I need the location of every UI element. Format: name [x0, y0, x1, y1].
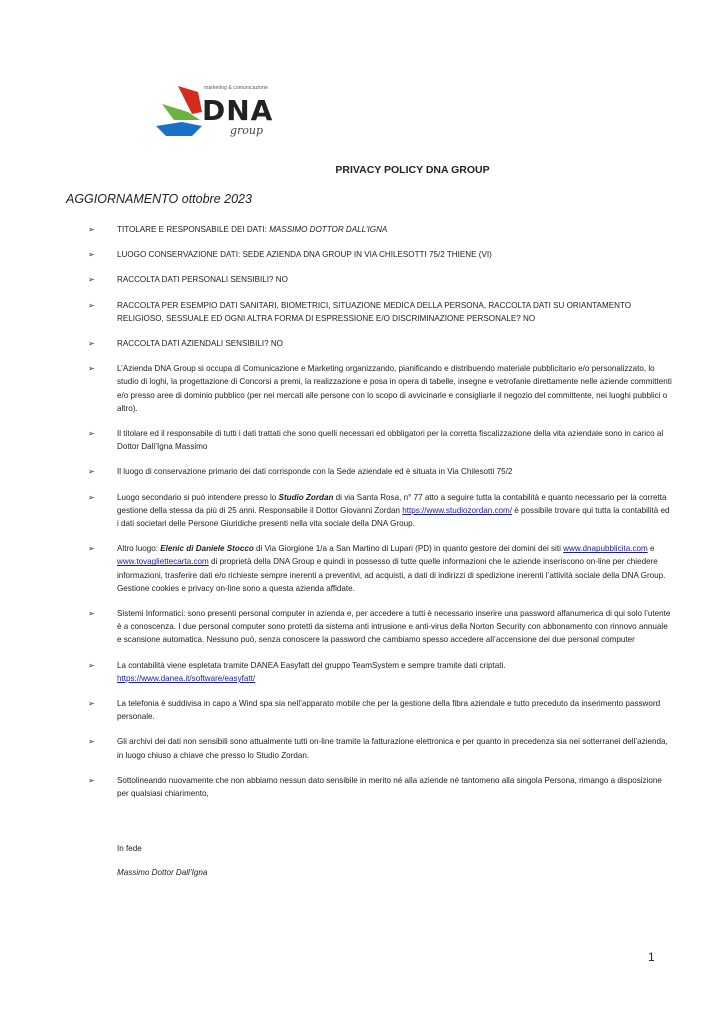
arrow-bullet-icon: ➢ [88, 364, 95, 374]
arrow-bullet-icon: ➢ [88, 492, 95, 502]
arrow-bullet-icon: ➢ [88, 660, 95, 670]
tovagliettecarta-link[interactable]: www.tovagliettecarta.com [117, 557, 209, 567]
dna-group-logo [152, 82, 282, 144]
list-item: ➢ Il titolare ed il responsabile di tutti i dati trattati che sono quelli necessari ed obbligatori per la corretta fiscalizzazione della vita aziendale sono in carico al Dottor Dall’Igna Massimo [88, 429, 664, 452]
logo-red-shape [178, 86, 202, 114]
list-item: ➢ TITOLARE E RESPONSABILE DEI DATI: MASSIMO DOTTOR DALL’IGNA [88, 223, 673, 236]
arrow-bullet-icon: ➢ [88, 250, 95, 260]
arrow-bullet-icon: ➢ [88, 609, 95, 619]
dnapubblicita-link[interactable]: www.dnapubblicita.com [563, 544, 648, 554]
arrow-bullet-icon: ➢ [88, 339, 95, 349]
list-item: ➢ Luogo secondario si può intendere presso lo Studio Zordan di via Santa Rosa, n° 77 atto a seguire tutta la contabilità e quanto necessario per la corretta gestione della stessa da più di 25 anni. Responsabile il Dottor Giovanni Zordan https://www.studiozordan.com/ è possibile trovare qui tutta la contabilità ed i dati societari delle Persone Giuridiche presenti nella vita sociale della DNA Group. [88, 492, 670, 529]
arrow-bullet-icon: ➢ [88, 275, 95, 285]
list-item: ➢ La telefonia è suddivisa in capo a Wind spa sia nell’apparato mobile che per la gestione della fibra aziendale e tutto preceduto da inserimento password personale. [88, 699, 661, 722]
logo-blue-shape [156, 122, 202, 136]
arrow-bullet-icon: ➢ [88, 225, 95, 234]
danea-link[interactable]: https://www.danea.it/software/easyfatt/ [117, 673, 256, 683]
list-item: ➢ Gli archivi dei dati non sensibili sono attualmente tutti on-line tramite la fatturazione elettronica e per quanto in precedenza sia nei sotterranei dell’azienda, in luogo chiuso a chiave che presso lo Studio Zordan. [88, 737, 668, 760]
arrow-bullet-icon: ➢ [88, 429, 95, 439]
list-item: ➢ RACCOLTA PER ESEMPIO DATI SANITARI, BIOMETRICI, SITUAZIONE MEDICA DELLA PERSONA, RACCOLTA DATI SU ORIANTAMENTO RELIGIOSO, SESSUALE ED OGNI ALTRA FORMA DI ESPRESSIONE E/O DISCRIMINAZIONE PERSONALE? NO [88, 300, 632, 323]
logo-sub: group [230, 124, 264, 137]
list-item: ➢ Sottolineando nuovamente che non abbiamo nessun dato sensibile in merito né alla aziende né tantomeno alla singola Persona, rimango a disposizione per qualsiasi chiarimento, [88, 775, 662, 799]
logo-brand: DNA [202, 94, 274, 127]
logo-tagline: marketing & comunicazione [204, 85, 268, 91]
list-item: ➢ LUOGO CONSERVAZIONE DATI: SEDE AZIENDA DNA GROUP IN VIA CHILESOTTI 75/2 THIENE (VI) [88, 248, 673, 261]
list-item: ➢ RACCOLTA DATI PERSONALI SENSIBILI? NO [88, 273, 673, 286]
arrow-bullet-icon: ➢ [88, 467, 95, 477]
page-number: 1 [648, 950, 655, 964]
update-date: AGGIORNAMENTO ottobre 2023 [66, 192, 252, 206]
list-item: ➢ Il luogo di conservazione primario dei dati corrisponde con la Sede aziendale ed è situata in Via Chilesotti 75/2 [88, 465, 673, 478]
studiozordan-link[interactable]: https://www.studiozordan.com/ [402, 505, 513, 515]
list-item: ➢ Sistemi Informatici: sono presenti personal computer in azienda e, per accedere a tutti è necessario inserire una password alfanumerica di qui solo l’utente è a conoscenza. I due personal computer sono protetti da sistema anti intrusione e anti-virus della Norton Security con abbonamento con rinnovo annuale e scansione automatica. Nessuno può, senza conoscere la password che cambiamo spesso accedere all’accensione dei due personal computer [88, 609, 671, 645]
policy-list [88, 223, 673, 812]
page-title: PRIVACY POLICY DNA GROUP [335, 164, 490, 176]
closing-salutation: In fede [117, 844, 142, 853]
list-item: ➢ RACCOLTA DATI AZIENDALI SENSIBILI? NO [88, 337, 673, 350]
arrow-bullet-icon: ➢ [88, 544, 95, 554]
arrow-bullet-icon: ➢ [88, 737, 95, 747]
arrow-bullet-icon: ➢ [88, 300, 95, 310]
list-item: ➢ L’Azienda DNA Group si occupa di Comunicazione e Marketing organizzando, pianificando e distribuendo materiale pubblicitario e/o personalizzato, lo studio di loghi, la progettazione di Concorsi a premi, la realizzazione e posa in opera di tabelle, insegne e vetrofanie direttamente nelle aziende committenti e/o presso aree di dominio pubblico (per nei mercati alle persone con lo scopo di avvicinarle e consigliarle il negozio del committente, nei luoghi pubblici o altro). [88, 364, 672, 413]
arrow-bullet-icon: ➢ [88, 775, 95, 785]
list-item: ➢ Altro luogo: Elenic di Daniele Stocco di Via Giorgione 1/a a San Martino di Lupari (PD) in quanto gestore dei domini dei siti www.dnapubblicita.com e www.tovagliettecarta.com di proprietà della DNA Group e quindi in possesso di tutte quelle informazioni che le aziende inseriscono on-line per chiedere informazioni, trasferire dati e/o richieste sempre inerenti a preventivi, ad acquisti, a dati di indirizzi di spedizione inerenti l’attività sociale della DNA Group. Gestione cookies e privacy on-line sono a questa azienda affidate. [88, 544, 666, 593]
arrow-bullet-icon: ➢ [88, 699, 95, 709]
list-item: ➢ La contabilità viene espletata tramite DANEA Easyfatt del gruppo TeamSystem e sempre tramite dati criptati. https://www.danea.it/software/easyfatt/ [88, 660, 506, 683]
signature: Massimo Dottor Dall’Igna [117, 868, 208, 877]
